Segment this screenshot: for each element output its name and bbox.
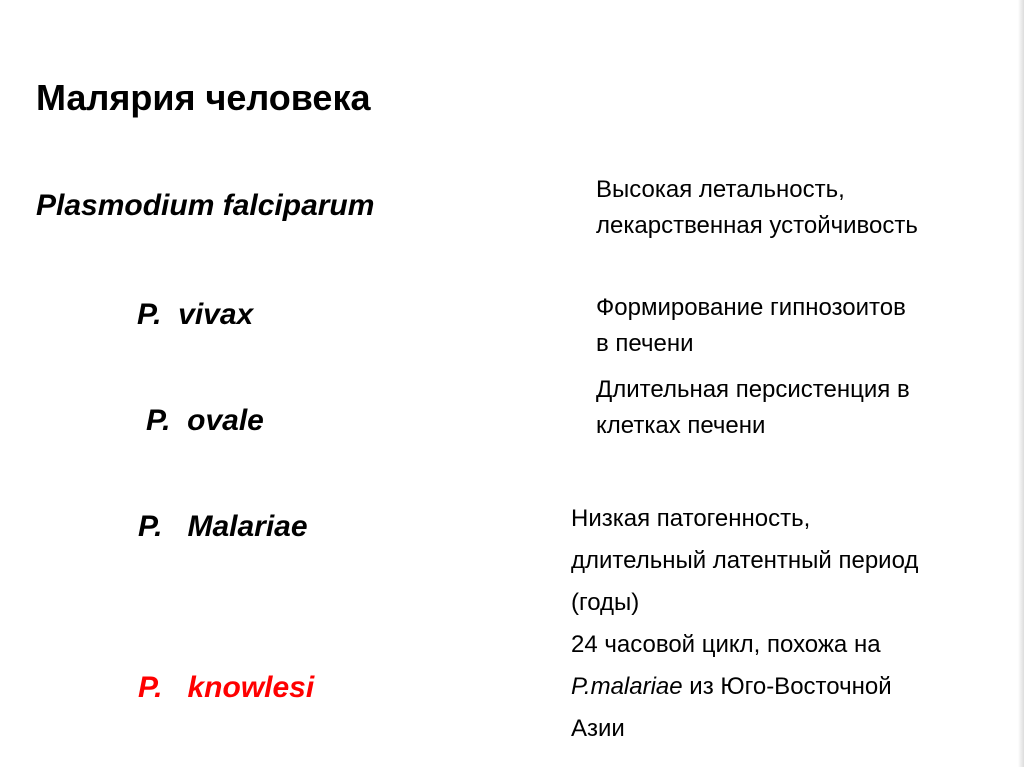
description-line: Длительная персистенция в bbox=[596, 376, 910, 403]
description-line: Азии bbox=[571, 715, 625, 742]
description-line: Низкая патогенность, bbox=[571, 505, 811, 532]
species-ovale: P. ovale bbox=[146, 404, 264, 437]
description-line: 24 часовой цикл, похожа на bbox=[571, 631, 881, 658]
description-line bbox=[571, 666, 918, 708]
description-falciparum bbox=[596, 172, 918, 244]
description-line: (годы) bbox=[571, 589, 640, 616]
species-falciparum: Plasmodium falciparum bbox=[36, 189, 375, 222]
description-ovale bbox=[596, 372, 910, 444]
description-vivax bbox=[596, 290, 906, 362]
description-line: клетках печени bbox=[596, 412, 766, 439]
description-line: в печени bbox=[596, 330, 694, 357]
description-line: длительный латентный период bbox=[571, 547, 919, 574]
species-malariae: P. Malariae bbox=[138, 510, 308, 543]
species-reference: P.malariae bbox=[571, 673, 683, 700]
species-knowlesi: P. knowlesi bbox=[138, 671, 315, 704]
description-malariae-knowlesi bbox=[571, 498, 918, 750]
description-line: Высокая летальность, bbox=[596, 176, 845, 203]
species-vivax: P. vivax bbox=[137, 298, 254, 331]
description-line: Формирование гипнозоитов bbox=[596, 294, 906, 321]
slide-edge bbox=[1018, 0, 1024, 767]
description-line: лекарственная устойчивость bbox=[596, 212, 918, 239]
slide-title: Малярия человека bbox=[36, 77, 371, 118]
description-text: из Юго-Восточной bbox=[682, 673, 892, 700]
